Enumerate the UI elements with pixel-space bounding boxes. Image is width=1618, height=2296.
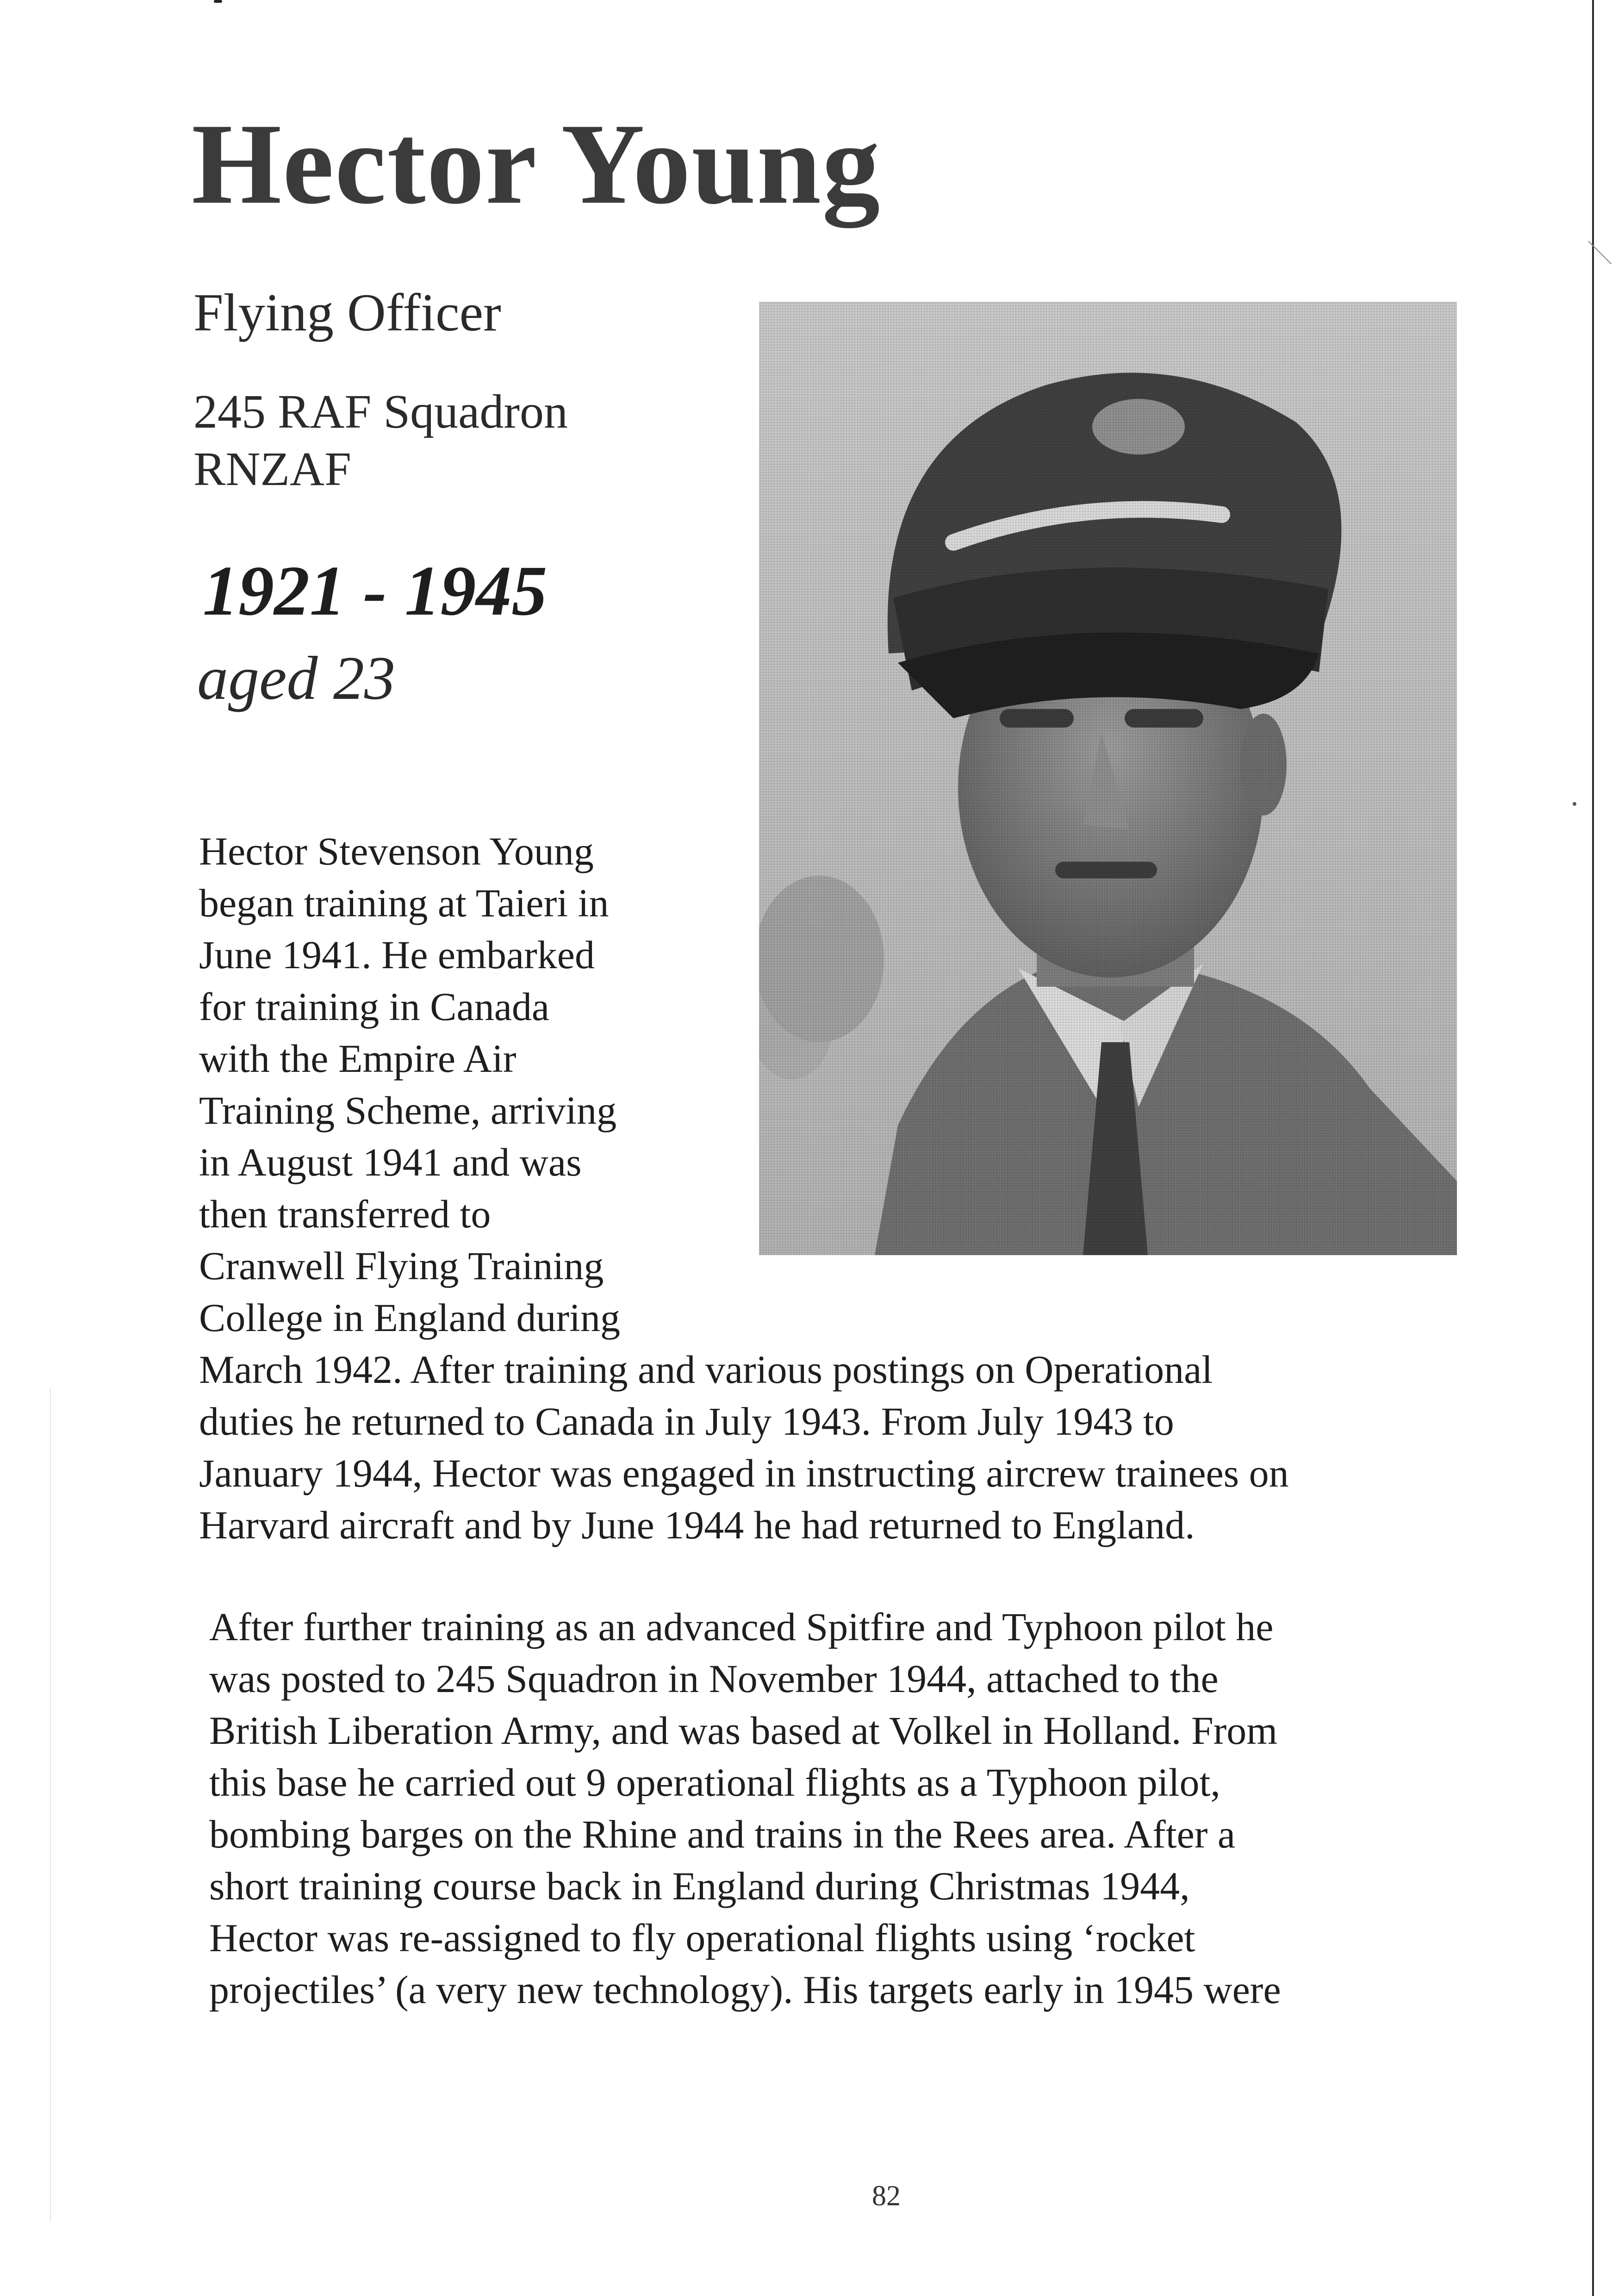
text-line: then transferred to — [199, 1192, 491, 1236]
text-line: bombing barges on the Rhine and trains in the Rees area. After a — [209, 1812, 1236, 1856]
unit-line: RNZAF — [193, 442, 351, 496]
text-line: for training in Canada — [199, 984, 550, 1029]
life-years: 1921 - 1945 — [203, 552, 548, 630]
text-line: March 1942. After training and various postings on Operational — [199, 1347, 1213, 1392]
text-line: with the Empire Air — [199, 1036, 517, 1081]
text-line: British Liberation Army, and was based at Volkel in Holland. From — [209, 1708, 1278, 1753]
text-line: short training course back in England during Christmas 1944, — [209, 1864, 1190, 1908]
text-line: January 1944, Hector was engaged in instructing aircrew trainees on — [199, 1451, 1289, 1495]
text-line: duties he returned to Canada in July 1943. From July 1943 to — [199, 1399, 1174, 1444]
text-line: Cranwell Flying Training — [199, 1244, 604, 1288]
scan-speck — [1573, 802, 1576, 806]
person-name: Hector Young — [192, 100, 881, 228]
text-line: After further training as an advanced Spitfire and Typhoon pilot he — [209, 1605, 1274, 1649]
text-line: Harvard aircraft and by June 1944 he had returned to England. — [199, 1503, 1195, 1547]
scan-mark — [1588, 241, 1612, 264]
text-line: Hector was re-assigned to fly operational flights using ‘rocket — [209, 1916, 1195, 1960]
unit-line: 245 RAF Squadron — [193, 385, 568, 438]
text-line: began training at Taieri in — [199, 881, 609, 925]
rank-title: Flying Officer — [193, 283, 501, 342]
text-line: in August 1941 and was — [199, 1140, 582, 1184]
text-line: this base he carried out 9 operational flights as a Typhoon pilot, — [209, 1760, 1220, 1804]
page-edge-shadow — [50, 1388, 51, 2221]
age-at-death: aged 23 — [197, 644, 395, 712]
text-line: was posted to 245 Squadron in November 1944, attached to the — [209, 1656, 1219, 1701]
page-edge-line — [1592, 0, 1594, 2296]
text-line: Hector Stevenson Young — [199, 829, 594, 873]
text-line: projectiles’ (a very new technology). His targets early in 1945 were — [209, 1967, 1281, 2012]
portrait-photo — [759, 302, 1457, 1255]
scan-speck — [214, 0, 222, 3]
text-line: College in England during — [199, 1295, 621, 1340]
text-line: Training Scheme, arriving — [199, 1088, 617, 1132]
text-line: June 1941. He embarked — [199, 933, 595, 977]
page-number: 82 — [872, 2180, 901, 2212]
